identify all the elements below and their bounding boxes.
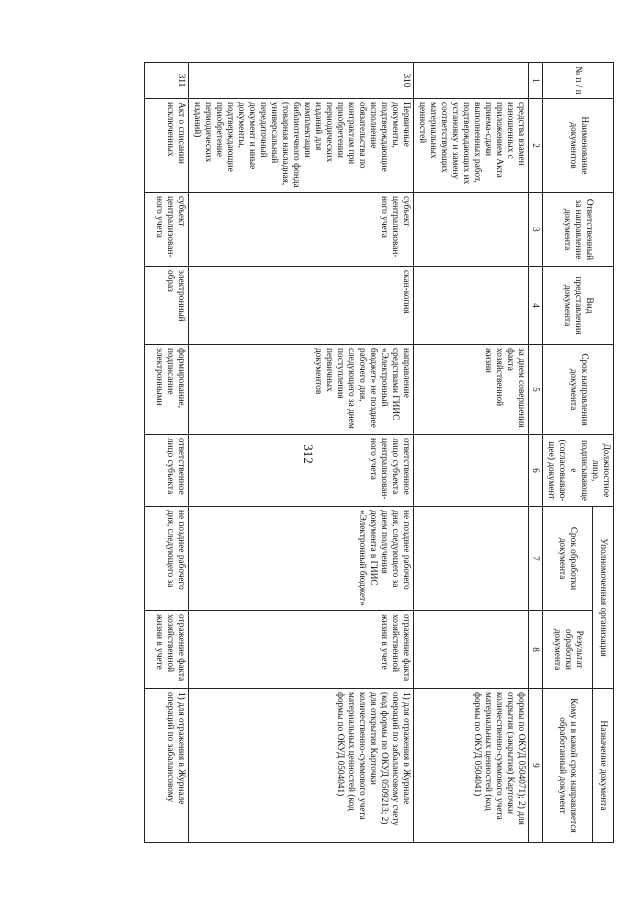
cell-recipient: 1) для отражения в Журнале операций по забалансовому счету (код формы по ОКУД 0509213; 2) для открытия Карточки количественно-суммового учета материальных ценностей (код формы по ОКУД 0504041): [189, 689, 414, 843]
table-row: [414, 63, 529, 843]
document-register-table: [144, 62, 614, 843]
header-form: Вид представления документа: [543, 267, 614, 345]
table-row: [145, 63, 189, 843]
cell-signer: ответственное лицо субъекта централизован-ного учета: [189, 435, 414, 507]
column-number: 9: [529, 689, 543, 843]
cell-responsible: субъект централизован-ного учета: [189, 193, 414, 267]
cell-signer: [414, 435, 529, 507]
cell-recipient: формы по ОКУД 0504071); 2) для открытия (закрытия) Карточки количественно-суммового учета материальных ценностей (код формы по ОКУД 0504041): [414, 689, 529, 843]
header-num: № п / п: [543, 63, 614, 99]
cell-deadline: за днем совершения факта хозяйственной жизни: [414, 345, 529, 435]
header-purpose-group: Назначение документа: [592, 689, 613, 843]
header-name: Наименование документов: [543, 99, 614, 193]
cell-result: [414, 611, 529, 689]
cell-signer: ответственное лицо субъекта: [145, 435, 189, 507]
cell-name: Акт о списании исключенных: [145, 99, 189, 193]
rotated-table-wrapper: [144, 62, 614, 842]
cell-processing-time: не позднее рабочего дня, следующего за: [145, 507, 189, 611]
header-deadline: Срок направления документа: [543, 345, 614, 435]
cell-name: средства взамен изношенных с приложением Акта приема-сдачи выполненных работ, подтверждающих их установку и замену соответствующих материальных ценностей: [414, 99, 529, 193]
header-responsible: Ответственный за направление документа: [543, 193, 614, 267]
cell-name: Первичные документы, подтверждающие исполнение обязательства по контрактам при приобретении периодических изданий для комплектации библиотечного фонда (товарная накладная, универсальный передаточный документ и иные документы, подтверждающие приобретение периодических изданий): [189, 99, 414, 193]
column-number: 5: [529, 345, 543, 435]
cell-num: [414, 63, 529, 99]
page-number: 312: [301, 444, 316, 464]
cell-result: отражение факта хозяйственной жизни в учете: [145, 611, 189, 689]
cell-form: скан-копия: [189, 267, 414, 345]
column-number: 8: [529, 611, 543, 689]
cell-deadline: формирование, подписание электронными: [145, 345, 189, 435]
table-row: [189, 63, 414, 843]
column-number: 1: [529, 63, 543, 99]
document-stage: [144, 62, 614, 842]
header-signer: Должностное лицо, подписывающее (согласовываю-щее) документ: [543, 435, 614, 507]
cell-result: отражение факта хозяйственной жизни в учете: [189, 611, 414, 689]
column-number: 2: [529, 99, 543, 193]
column-number: 3: [529, 193, 543, 267]
cell-deadline: направление средствами ГИИС «Электронный бюджет» не позднее рабочего дня, следующего за днем поступления первичных документов: [189, 345, 414, 435]
cell-processing-time: не позднее рабочего дня, следующего за днем получения документа в ГИИС «Электронный бюджет»: [189, 507, 414, 611]
header-recipient: Кому и в какой срок направляется обработанный документ: [543, 689, 593, 843]
cell-processing-time: [414, 507, 529, 611]
cell-responsible: [414, 193, 529, 267]
header-result: Результат обработки документа: [543, 611, 593, 689]
cell-form: [414, 267, 529, 345]
cell-form: электронный образ: [145, 267, 189, 345]
column-number-row: [529, 63, 543, 843]
cell-num: 310: [189, 63, 414, 99]
cell-responsible: субъект централизован-ного учета: [145, 193, 189, 267]
column-number: 7: [529, 507, 543, 611]
cell-num: 311: [145, 63, 189, 99]
header-org-group: Уполномоченная организация: [592, 507, 613, 689]
cell-recipient: 1) для отражения в Журнале операций по забалансовому: [145, 689, 189, 843]
column-number: 4: [529, 267, 543, 345]
column-number: 6: [529, 435, 543, 507]
header-processing-time: Срок обработки документа: [543, 507, 593, 611]
